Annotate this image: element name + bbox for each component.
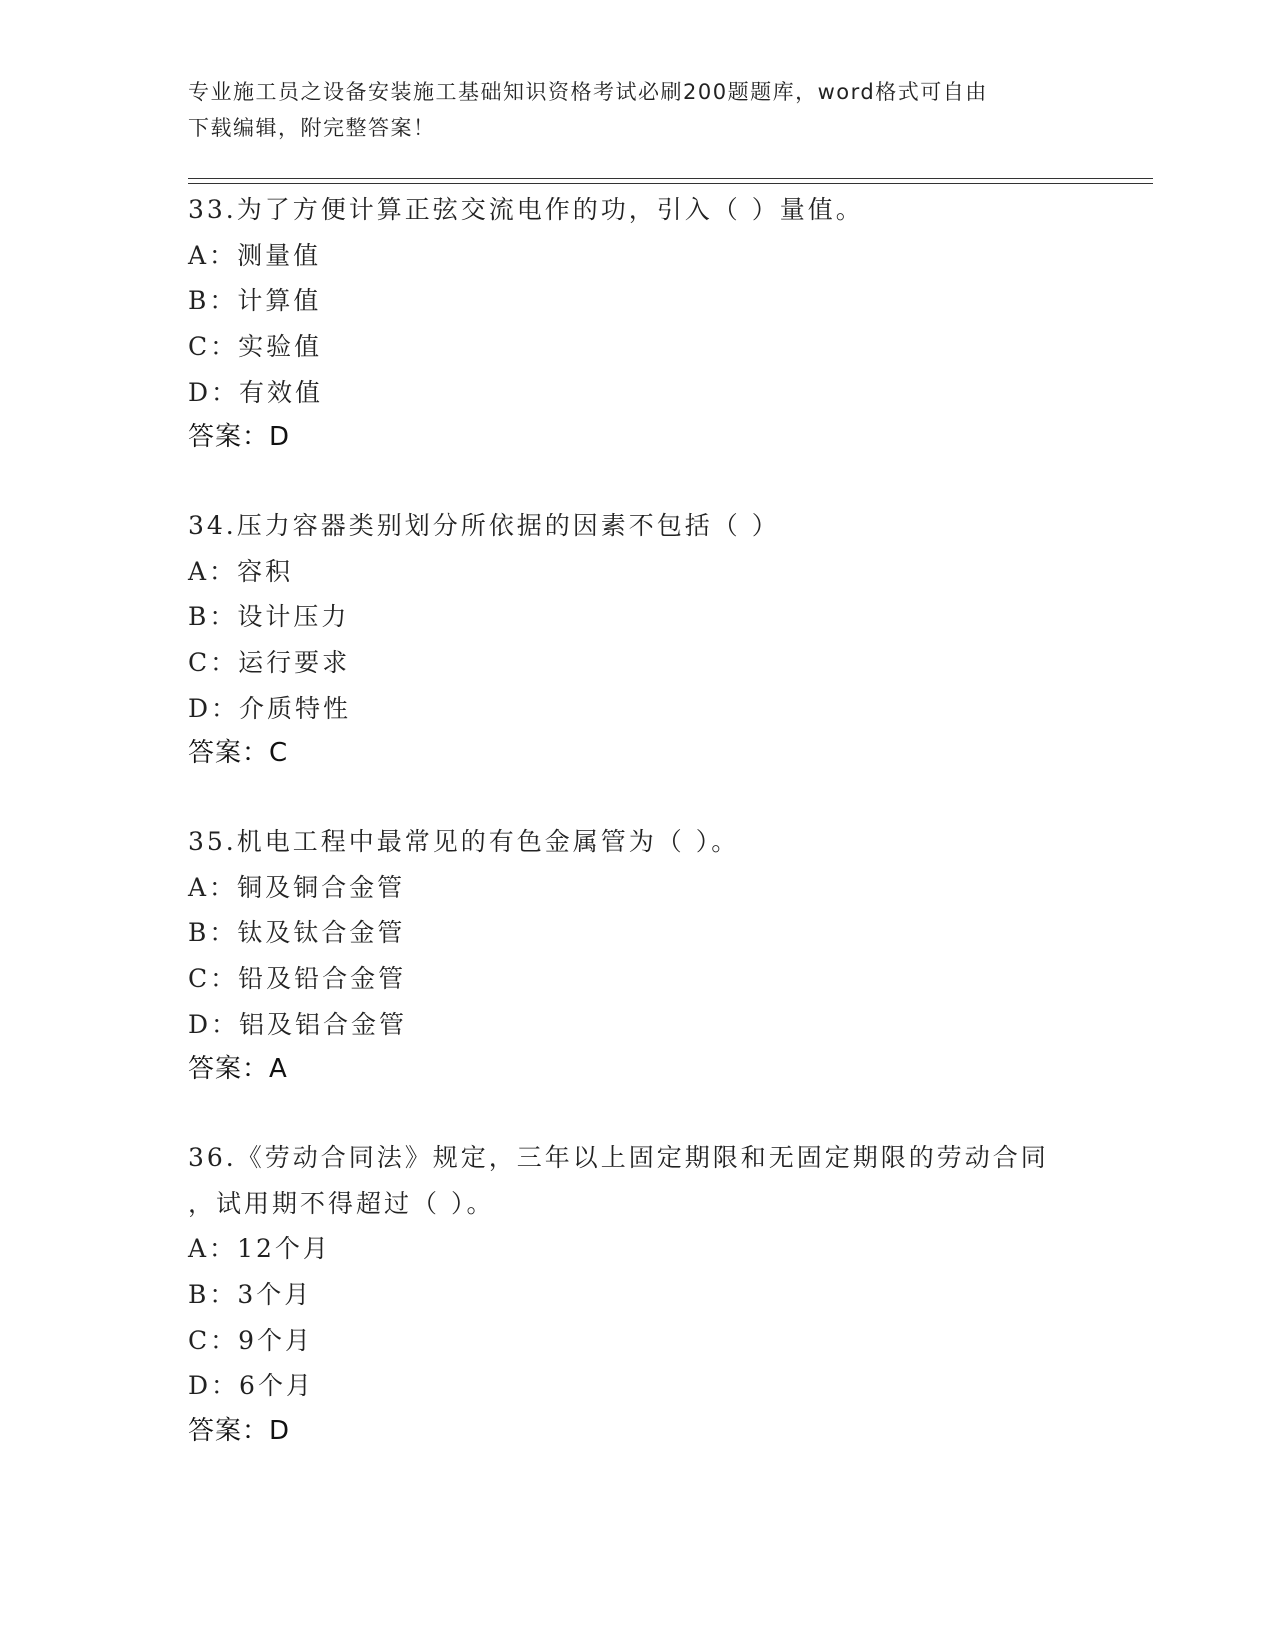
option-text: 6个月 <box>239 1371 314 1401</box>
header-line-2: 下载编辑，附完整答案！ <box>188 116 436 140</box>
answer: 答案：D <box>188 1416 291 1447</box>
option-label: D： <box>188 377 240 407</box>
option-label: C： <box>188 332 239 362</box>
option-label: C： <box>188 648 239 678</box>
option-a <box>188 1226 1088 1272</box>
option-text: 铝及铝合金管 <box>239 1009 408 1039</box>
document-header <box>188 74 1068 146</box>
question-stem-line: 35.机电工程中最常见的有色金属管为（ ）。 <box>188 827 740 856</box>
option-text: 铜及铜合金管 <box>237 872 406 902</box>
option-label: A： <box>188 240 238 270</box>
header-divider-bottom <box>188 183 1153 184</box>
option-d <box>188 1363 1088 1409</box>
option-text: 测量值 <box>237 240 322 270</box>
option-label: C： <box>188 964 239 994</box>
option-text: 有效值 <box>239 377 324 407</box>
option-label: B： <box>188 286 238 316</box>
question-stem-line: ，试用期不得超过（ ）。 <box>188 1188 495 1218</box>
question-stem-line: 34.压力容器类别划分所依据的因素不包括（ ） <box>188 511 780 540</box>
option-a <box>188 865 1088 911</box>
option-text: 运行要求 <box>238 648 351 678</box>
option-label: B： <box>188 1280 238 1310</box>
option-label: B： <box>188 918 238 948</box>
option-label: D： <box>188 1009 240 1039</box>
question-34 <box>188 503 1088 777</box>
question-stem-line: 36.《劳动合同法》规定，三年以上固定期限和无固定期限的劳动合同 <box>188 1143 1049 1172</box>
option-b <box>188 910 1088 956</box>
option-label: A： <box>188 872 238 902</box>
option-text: 设计压力 <box>237 602 350 632</box>
question-stem <box>188 819 1088 865</box>
option-text: 介质特性 <box>239 693 352 723</box>
option-a <box>188 233 1088 279</box>
option-d <box>188 686 1088 732</box>
option-d <box>188 370 1088 416</box>
header-line-1: 专业施工员之设备安装施工基础知识资格考试必刷200题题库，word格式可自由 <box>188 80 988 104</box>
option-text: 铅及铅合金管 <box>238 964 407 994</box>
option-text: 实验值 <box>238 332 323 362</box>
option-label: D： <box>188 1371 240 1401</box>
option-label: C： <box>188 1325 239 1355</box>
option-text: 计算值 <box>237 286 322 316</box>
option-text: 容积 <box>237 556 294 586</box>
option-text: 9个月 <box>238 1325 314 1355</box>
option-b <box>188 1272 1088 1318</box>
header-divider-top <box>188 178 1153 179</box>
option-text: 钛及钛合金管 <box>237 918 406 948</box>
option-label: A： <box>188 556 238 586</box>
answer: 答案：D <box>188 422 291 453</box>
question-stem <box>188 1135 1088 1226</box>
option-label: D： <box>188 693 240 723</box>
option-label: B： <box>188 602 238 632</box>
answer: 答案：A <box>188 1054 288 1085</box>
option-c <box>188 640 1088 686</box>
question-35 <box>188 819 1088 1093</box>
option-c <box>188 956 1088 1002</box>
option-d <box>188 1002 1088 1048</box>
option-b <box>188 278 1088 324</box>
option-text: 3个月 <box>237 1280 313 1310</box>
option-c <box>188 324 1088 370</box>
question-stem <box>188 503 1088 549</box>
option-b <box>188 594 1088 640</box>
option-c <box>188 1318 1088 1364</box>
option-label: A： <box>188 1234 238 1264</box>
answer: 答案：C <box>188 738 289 769</box>
question-stem <box>188 187 1088 233</box>
option-a <box>188 549 1088 595</box>
question-stem-line: 33.为了方便计算正弦交流电作的功，引入（ ）量值。 <box>188 195 864 224</box>
question-36 <box>188 1135 1088 1455</box>
option-text: 12个月 <box>237 1234 331 1264</box>
question-33 <box>188 187 1088 461</box>
